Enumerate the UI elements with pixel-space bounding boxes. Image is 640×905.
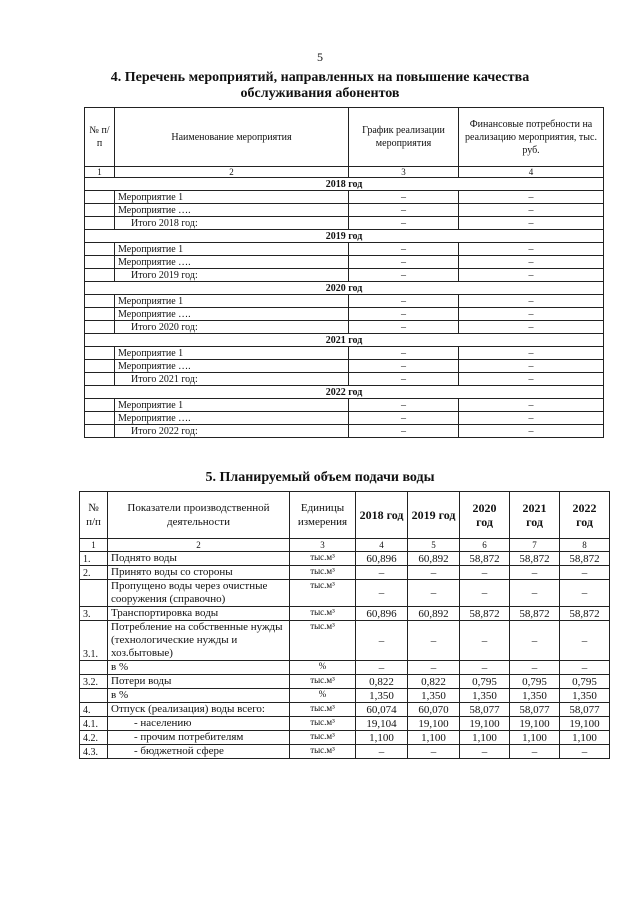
year-label: 2020 год bbox=[85, 282, 604, 295]
measure-name: Мероприятие …. bbox=[115, 204, 349, 217]
measure-name: Итого 2019 год: bbox=[115, 269, 349, 282]
year-value: – bbox=[356, 661, 408, 675]
colnum: 4 bbox=[459, 167, 604, 178]
row-num bbox=[85, 217, 115, 230]
measure-schedule: – bbox=[349, 204, 459, 217]
indicator-name: - прочим потребителям bbox=[108, 731, 290, 745]
year-value: 0,795 bbox=[510, 675, 560, 689]
indicator-name: Транспортировка воды bbox=[108, 607, 290, 621]
row-num: 3.2. bbox=[80, 675, 108, 689]
table-row bbox=[80, 675, 610, 689]
year-value: 60,896 bbox=[356, 552, 408, 566]
measure-row bbox=[85, 243, 604, 256]
row-num: 4.3. bbox=[80, 745, 108, 759]
table-row bbox=[80, 689, 610, 703]
year-value: 58,872 bbox=[560, 607, 610, 621]
measure-finance: – bbox=[459, 256, 604, 269]
row-num bbox=[85, 360, 115, 373]
measure-finance: – bbox=[459, 373, 604, 386]
year-value: – bbox=[460, 745, 510, 759]
year-value: – bbox=[356, 580, 408, 607]
table-row bbox=[80, 731, 610, 745]
total-row bbox=[85, 269, 604, 282]
measure-row bbox=[85, 191, 604, 204]
year-value: 1,100 bbox=[560, 731, 610, 745]
indicator-name: Принято воды со стороны bbox=[108, 566, 290, 580]
total-row bbox=[85, 217, 604, 230]
year-value: 58,872 bbox=[560, 552, 610, 566]
year-value: 1,100 bbox=[408, 731, 460, 745]
measure-schedule: – bbox=[349, 425, 459, 438]
measure-finance: – bbox=[459, 412, 604, 425]
row-num bbox=[85, 425, 115, 438]
unit: тыс.м³ bbox=[290, 717, 356, 731]
section4-title bbox=[0, 70, 640, 102]
measure-schedule: – bbox=[349, 308, 459, 321]
row-num bbox=[80, 689, 108, 703]
indicator-name: Поднято воды bbox=[108, 552, 290, 566]
year-value: 19,100 bbox=[408, 717, 460, 731]
unit: тыс.м³ bbox=[290, 745, 356, 759]
year-value: – bbox=[408, 566, 460, 580]
colnum: 2 bbox=[108, 539, 290, 552]
row-num bbox=[85, 295, 115, 308]
year-value: 19,104 bbox=[356, 717, 408, 731]
year-value: – bbox=[408, 580, 460, 607]
measure-finance: – bbox=[459, 308, 604, 321]
measure-row bbox=[85, 256, 604, 269]
measures-table bbox=[84, 107, 604, 438]
measure-name: Итого 2018 год: bbox=[115, 217, 349, 230]
year-value: 1,350 bbox=[510, 689, 560, 703]
row-num bbox=[85, 321, 115, 334]
measure-finance: – bbox=[459, 269, 604, 282]
total-row bbox=[85, 373, 604, 386]
colnum: 6 bbox=[460, 539, 510, 552]
year-value: 1,350 bbox=[356, 689, 408, 703]
year-value: 58,872 bbox=[460, 552, 510, 566]
year-value: 1,100 bbox=[460, 731, 510, 745]
indicator-name: в % bbox=[108, 689, 290, 703]
measure-finance: – bbox=[459, 347, 604, 360]
header-year: 2020 год bbox=[460, 492, 510, 539]
measure-name: Мероприятие …. bbox=[115, 256, 349, 269]
header-schedule: График реализации мероприятия bbox=[349, 108, 459, 167]
measure-row bbox=[85, 412, 604, 425]
year-label: 2021 год bbox=[85, 334, 604, 347]
year-value: – bbox=[560, 580, 610, 607]
measure-name: Мероприятие 1 bbox=[115, 347, 349, 360]
measure-row bbox=[85, 399, 604, 412]
table-row bbox=[80, 607, 610, 621]
year-value: – bbox=[510, 580, 560, 607]
year-value: 0,795 bbox=[460, 675, 510, 689]
colnum: 1 bbox=[80, 539, 108, 552]
measure-finance: – bbox=[459, 399, 604, 412]
indicator-name: Пропущено воды через очистные сооружения (справочно) bbox=[108, 580, 290, 607]
year-value: – bbox=[510, 621, 560, 661]
table-row bbox=[80, 580, 610, 607]
unit: тыс.м³ bbox=[290, 621, 356, 661]
row-num bbox=[85, 204, 115, 217]
indicator-name: - населению bbox=[108, 717, 290, 731]
year-value: 0,822 bbox=[408, 675, 460, 689]
year-value: 1,350 bbox=[560, 689, 610, 703]
year-value: 58,872 bbox=[460, 607, 510, 621]
row-num bbox=[85, 256, 115, 269]
measure-finance: – bbox=[459, 321, 604, 334]
indicator-name: в % bbox=[108, 661, 290, 675]
unit: тыс.м³ bbox=[290, 703, 356, 717]
unit: % bbox=[290, 661, 356, 675]
measure-name: Мероприятие 1 bbox=[115, 399, 349, 412]
indicator-name: Отпуск (реализация) воды всего: bbox=[108, 703, 290, 717]
year-value: – bbox=[460, 566, 510, 580]
row-num bbox=[85, 347, 115, 360]
measure-schedule: – bbox=[349, 412, 459, 425]
colnum: 2 bbox=[115, 167, 349, 178]
colnum: 3 bbox=[349, 167, 459, 178]
year-value: – bbox=[510, 661, 560, 675]
year-value: – bbox=[560, 661, 610, 675]
page-number: 5 bbox=[317, 50, 323, 64]
total-row bbox=[85, 425, 604, 438]
year-row bbox=[85, 230, 604, 243]
measure-schedule: – bbox=[349, 321, 459, 334]
measure-schedule: – bbox=[349, 256, 459, 269]
header-indicator: Показатели производственной деятельности bbox=[108, 492, 290, 539]
table-row bbox=[80, 566, 610, 580]
year-row bbox=[85, 386, 604, 399]
year-value: 60,074 bbox=[356, 703, 408, 717]
measure-finance: – bbox=[459, 295, 604, 308]
unit: тыс.м³ bbox=[290, 580, 356, 607]
year-value: 60,896 bbox=[356, 607, 408, 621]
year-value: – bbox=[560, 566, 610, 580]
indicator-name: Потребление на собственные нужды (технологические нужды и хоз.бытовые) bbox=[108, 621, 290, 661]
row-num bbox=[85, 308, 115, 321]
unit: тыс.м³ bbox=[290, 731, 356, 745]
year-value: 58,872 bbox=[510, 607, 560, 621]
year-value: 1,100 bbox=[510, 731, 560, 745]
year-label: 2022 год bbox=[85, 386, 604, 399]
header-unit: Единицы измерения bbox=[290, 492, 356, 539]
colnum: 3 bbox=[290, 539, 356, 552]
year-value: 58,077 bbox=[510, 703, 560, 717]
year-row bbox=[85, 178, 604, 191]
water-colnum-row bbox=[80, 539, 610, 552]
row-num bbox=[85, 373, 115, 386]
row-num bbox=[80, 580, 108, 607]
year-value: – bbox=[408, 745, 460, 759]
measure-schedule: – bbox=[349, 347, 459, 360]
year-value: – bbox=[408, 621, 460, 661]
year-value: – bbox=[460, 580, 510, 607]
unit: тыс.м³ bbox=[290, 566, 356, 580]
year-value: – bbox=[356, 566, 408, 580]
measure-finance: – bbox=[459, 191, 604, 204]
measure-finance: – bbox=[459, 360, 604, 373]
measure-row bbox=[85, 308, 604, 321]
header-year: 2022 год bbox=[560, 492, 610, 539]
measure-schedule: – bbox=[349, 217, 459, 230]
year-value: – bbox=[408, 661, 460, 675]
row-num bbox=[85, 412, 115, 425]
row-num: 3.1. bbox=[80, 621, 108, 661]
year-label: 2019 год bbox=[85, 230, 604, 243]
header-finance: Финансовые потребности на реализацию мероприятия, тыс. руб. bbox=[459, 108, 604, 167]
indicator-name: Потери воды bbox=[108, 675, 290, 689]
measure-row bbox=[85, 360, 604, 373]
year-value: 19,100 bbox=[560, 717, 610, 731]
measure-name: Мероприятие 1 bbox=[115, 295, 349, 308]
unit: тыс.м³ bbox=[290, 607, 356, 621]
unit: % bbox=[290, 689, 356, 703]
year-value: – bbox=[510, 566, 560, 580]
measure-name: Итого 2021 год: bbox=[115, 373, 349, 386]
year-value: 1,100 bbox=[356, 731, 408, 745]
measure-schedule: – bbox=[349, 360, 459, 373]
year-value: 19,100 bbox=[510, 717, 560, 731]
measure-row bbox=[85, 347, 604, 360]
header-num: № п/п bbox=[80, 492, 108, 539]
year-value: – bbox=[560, 621, 610, 661]
measure-schedule: – bbox=[349, 191, 459, 204]
section4-title-line1: 4. Перечень мероприятий, направленных на повышение качества bbox=[110, 70, 530, 85]
year-value: – bbox=[460, 661, 510, 675]
measure-row bbox=[85, 204, 604, 217]
row-num: 2. bbox=[80, 566, 108, 580]
table-row bbox=[80, 717, 610, 731]
row-num bbox=[85, 191, 115, 204]
year-value: 58,872 bbox=[510, 552, 560, 566]
measure-name: Мероприятие 1 bbox=[115, 243, 349, 256]
row-num: 4.1. bbox=[80, 717, 108, 731]
table-row bbox=[80, 703, 610, 717]
measure-finance: – bbox=[459, 243, 604, 256]
header-num: № п/п bbox=[85, 108, 115, 167]
colnum: 1 bbox=[85, 167, 115, 178]
year-value: 60,892 bbox=[408, 552, 460, 566]
year-value: 1,350 bbox=[460, 689, 510, 703]
measures-colnum-row bbox=[85, 167, 604, 178]
measure-schedule: – bbox=[349, 269, 459, 282]
measure-row bbox=[85, 295, 604, 308]
year-value: – bbox=[560, 745, 610, 759]
indicator-name: - бюджетной сфере bbox=[108, 745, 290, 759]
row-num bbox=[80, 661, 108, 675]
header-name: Наименование мероприятия bbox=[115, 108, 349, 167]
measure-name: Мероприятие …. bbox=[115, 412, 349, 425]
table-row bbox=[80, 661, 610, 675]
measure-schedule: – bbox=[349, 295, 459, 308]
table-row bbox=[80, 552, 610, 566]
year-value: 60,070 bbox=[408, 703, 460, 717]
row-num bbox=[85, 399, 115, 412]
measure-name: Мероприятие …. bbox=[115, 308, 349, 321]
year-value: 0,822 bbox=[356, 675, 408, 689]
measure-name: Мероприятие …. bbox=[115, 360, 349, 373]
header-year: 2019 год bbox=[408, 492, 460, 539]
unit: тыс.м³ bbox=[290, 552, 356, 566]
year-value: – bbox=[356, 745, 408, 759]
year-value: – bbox=[356, 621, 408, 661]
water-supply-table bbox=[79, 491, 610, 759]
year-value: 58,077 bbox=[460, 703, 510, 717]
unit: тыс.м³ bbox=[290, 675, 356, 689]
row-num: 4.2. bbox=[80, 731, 108, 745]
measure-name: Итого 2022 год: bbox=[115, 425, 349, 438]
year-row bbox=[85, 282, 604, 295]
row-num: 1. bbox=[80, 552, 108, 566]
colnum: 4 bbox=[356, 539, 408, 552]
year-row bbox=[85, 334, 604, 347]
year-value: – bbox=[460, 621, 510, 661]
row-num: 4. bbox=[80, 703, 108, 717]
row-num bbox=[85, 243, 115, 256]
header-year: 2021 год bbox=[510, 492, 560, 539]
measure-schedule: – bbox=[349, 399, 459, 412]
row-num: 3. bbox=[80, 607, 108, 621]
measure-finance: – bbox=[459, 217, 604, 230]
measure-name: Итого 2020 год: bbox=[115, 321, 349, 334]
row-num bbox=[85, 269, 115, 282]
colnum: 8 bbox=[560, 539, 610, 552]
year-value: 19,100 bbox=[460, 717, 510, 731]
year-label: 2018 год bbox=[85, 178, 604, 191]
section5-title: 5. Планируемый объем подачи воды bbox=[205, 470, 435, 485]
measure-finance: – bbox=[459, 204, 604, 217]
measure-name: Мероприятие 1 bbox=[115, 191, 349, 204]
measures-header-row bbox=[85, 108, 604, 167]
header-year: 2018 год bbox=[356, 492, 408, 539]
table-row bbox=[80, 621, 610, 661]
year-value: 0,795 bbox=[560, 675, 610, 689]
measure-schedule: – bbox=[349, 373, 459, 386]
water-header-row bbox=[80, 492, 610, 539]
colnum: 7 bbox=[510, 539, 560, 552]
table-row bbox=[80, 745, 610, 759]
measure-finance: – bbox=[459, 425, 604, 438]
section4-title-line2: обслуживания абонентов bbox=[240, 86, 400, 101]
year-value: 1,350 bbox=[408, 689, 460, 703]
year-value: 60,892 bbox=[408, 607, 460, 621]
colnum: 5 bbox=[408, 539, 460, 552]
total-row bbox=[85, 321, 604, 334]
year-value: – bbox=[510, 745, 560, 759]
measure-schedule: – bbox=[349, 243, 459, 256]
year-value: 58,077 bbox=[560, 703, 610, 717]
